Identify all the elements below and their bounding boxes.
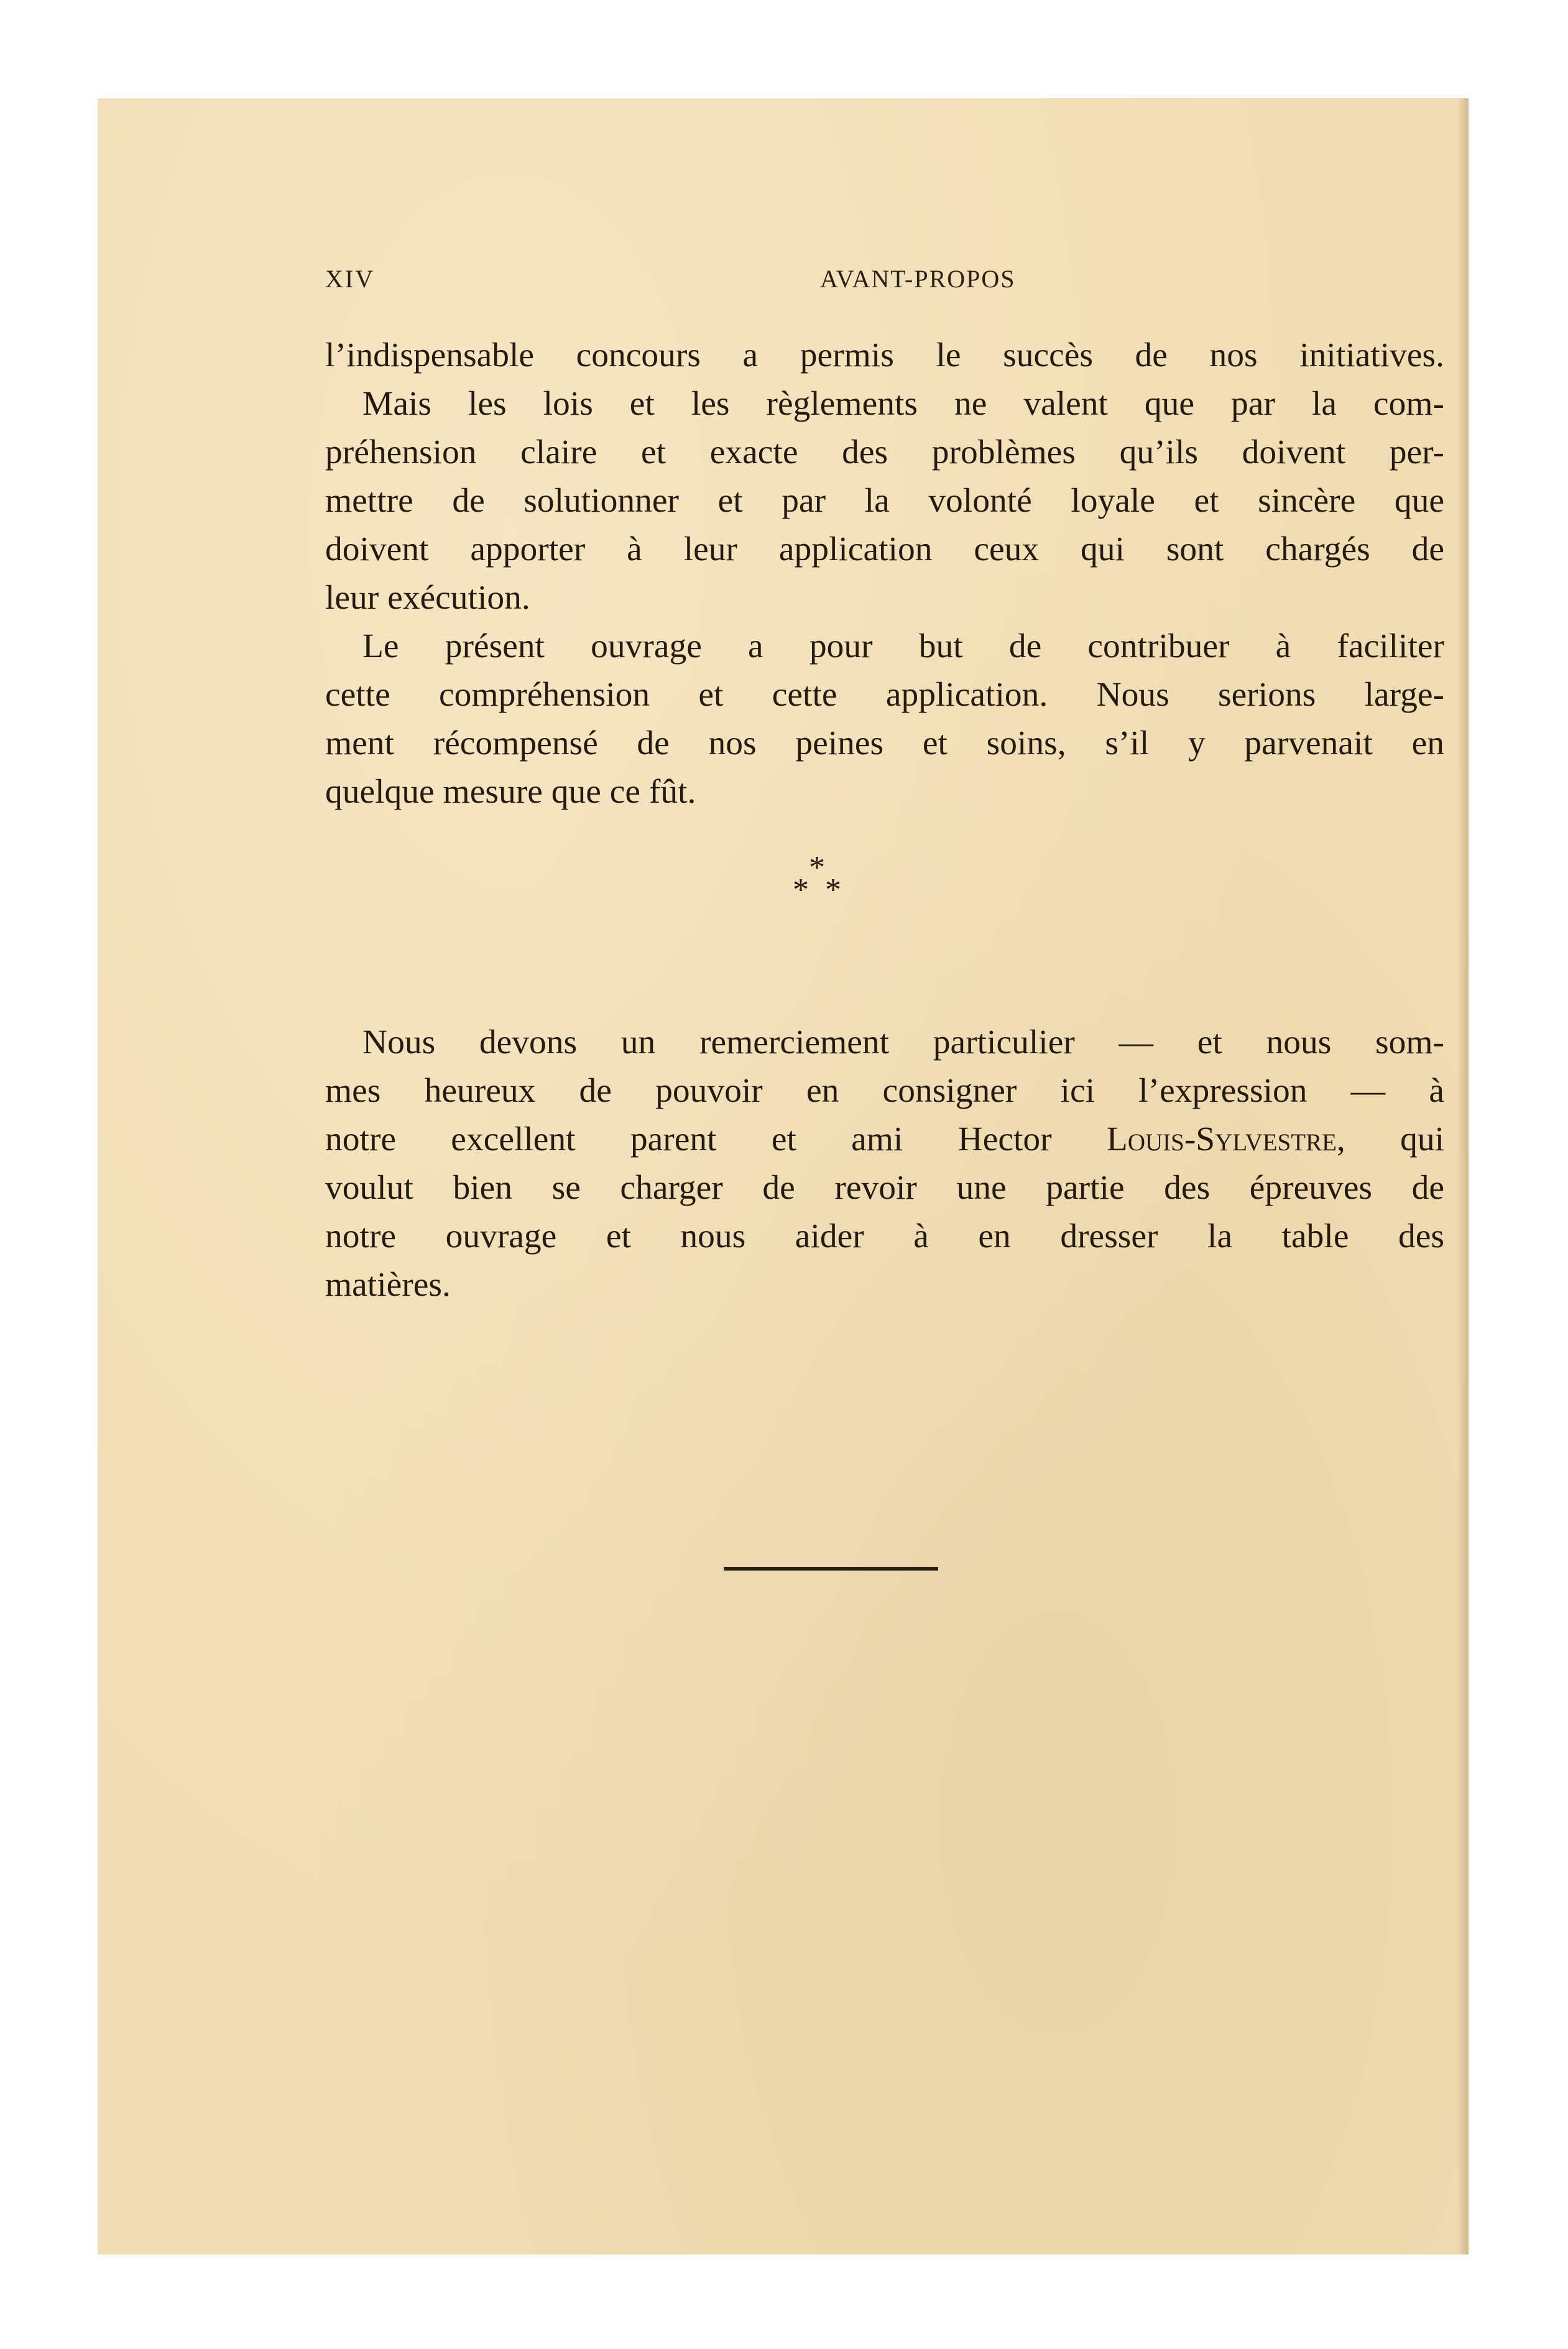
asterism-divider xyxy=(783,852,864,933)
text-line: matières. xyxy=(325,1266,451,1304)
main-text xyxy=(325,331,1444,816)
person-name: Louis-Sylvestre xyxy=(1106,1120,1337,1158)
text-line: mes heureux de pouvoir en consigner ici l’expression — à xyxy=(325,1072,1444,1110)
text-line: leur exécution. xyxy=(325,579,530,617)
text-line: Mais les lois et les règlements ne valent que par la com- xyxy=(362,385,1444,423)
text-line: mettre de solutionner et par la volonté loyale et sincère que xyxy=(325,482,1444,520)
text-line: doivent apporter à leur application ceux qui sont chargés de xyxy=(325,530,1444,568)
text-line xyxy=(325,1115,1444,1164)
book-page xyxy=(98,98,1469,2254)
text-segment: notre excellent parent et ami Hector xyxy=(325,1120,1107,1158)
text-line: l’indispensable concours a permis le succès de nos initiatives. xyxy=(325,336,1444,374)
text-line: Nous devons un remerciement particulier — et nous som- xyxy=(362,1023,1444,1061)
page-edge-shadow xyxy=(1457,98,1469,2254)
text-line: Le présent ouvrage a pour but de contribuer à faciliter xyxy=(362,627,1444,665)
page-number: XIV xyxy=(325,265,376,293)
asterism-star: * xyxy=(809,850,825,885)
acknowledgement-text xyxy=(325,1018,1444,1309)
text-line: cette compréhension et cette application. Nous serions large- xyxy=(325,676,1444,714)
text-line: préhension claire et exacte des problèmes qu’ils doivent per- xyxy=(325,433,1444,471)
text-line: notre ouvrage et nous aider à en dresser la table des xyxy=(325,1217,1444,1255)
asterism-star: * xyxy=(793,872,809,908)
asterism-star: * xyxy=(825,872,841,908)
running-title: AVANT-PROPOS xyxy=(820,265,1016,293)
text-line: quelque mesure que ce fût. xyxy=(325,773,696,811)
text-line: ment récompensé de nos peines et soins, s’il y parvenait en xyxy=(325,724,1444,762)
running-head xyxy=(325,264,1444,302)
text-line: voulut bien se charger de revoir une partie des épreuves de xyxy=(325,1169,1444,1207)
text-segment: , qui xyxy=(1336,1120,1444,1158)
end-rule xyxy=(724,1567,938,1571)
